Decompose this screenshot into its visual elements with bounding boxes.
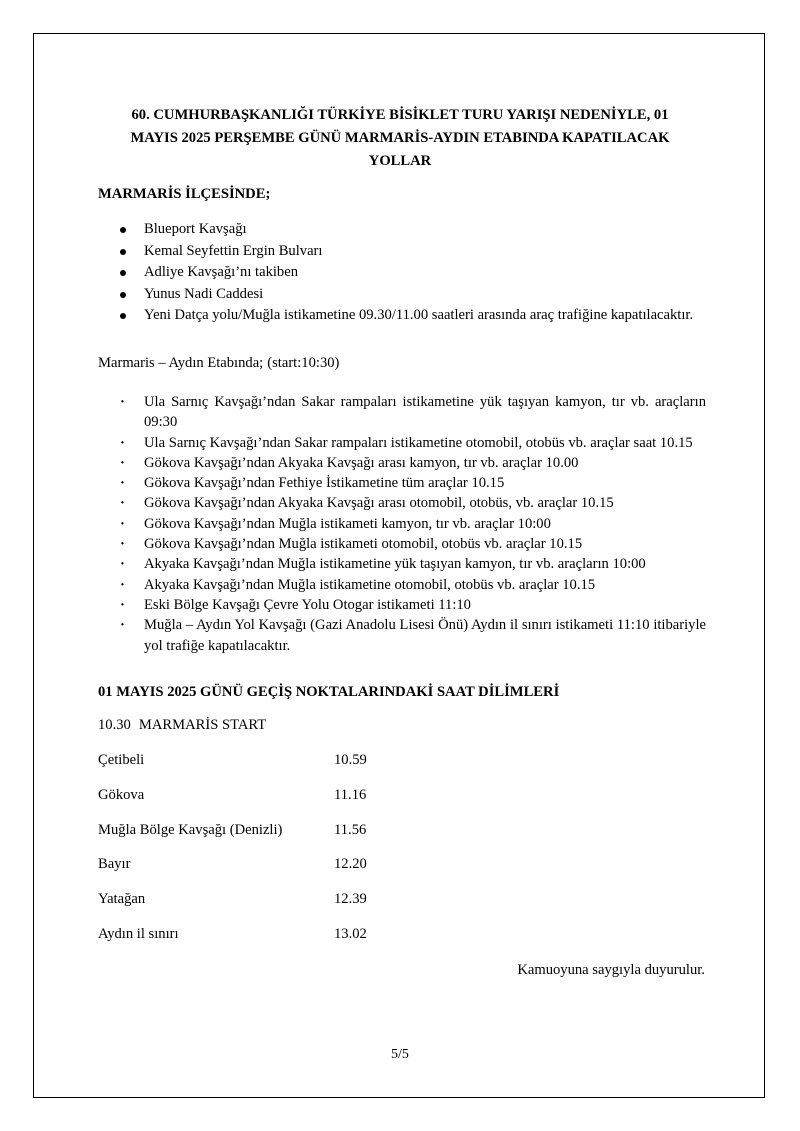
bullet-icon: · bbox=[120, 454, 125, 471]
list-item: · Gökova Kavşağı’ndan Fethiye İstikametine tüm araçlar 10.15 bbox=[98, 473, 706, 493]
list-item: Yunus Nadi Caddesi bbox=[98, 284, 706, 306]
marmaris-road-list bbox=[98, 219, 706, 327]
bullet-icon bbox=[120, 292, 126, 298]
schedule-table bbox=[98, 752, 498, 961]
place-name: Muğla Bölge Kavşağı (Denizli) bbox=[98, 821, 283, 838]
list-item: · Gökova Kavşağı’ndan Muğla istikameti kamyon, tır vb. araçlar 10:00 bbox=[98, 514, 706, 534]
list-item: · Gökova Kavşağı’ndan Akyaka Kavşağı arası kamyon, tır vb. araçlar 10.00 bbox=[98, 453, 706, 473]
bullet-icon: · bbox=[120, 475, 125, 492]
pass-time: 12.39 bbox=[334, 891, 367, 908]
bullet-icon: · bbox=[120, 596, 125, 613]
table-row bbox=[98, 787, 498, 822]
bullet-icon: · bbox=[120, 556, 125, 573]
closure-list bbox=[98, 392, 706, 656]
bullet-icon: · bbox=[120, 394, 125, 410]
start-line bbox=[98, 717, 266, 734]
page-number: 5/5 bbox=[391, 1047, 409, 1062]
pass-time: 11.56 bbox=[334, 821, 367, 838]
title-line-3: YOLLAR bbox=[368, 153, 432, 169]
table-row bbox=[98, 752, 498, 787]
list-item: · Ula Sarnıç Kavşağı’ndan Sakar rampaları istikametine otomobil, otobüs vb. araçlar saat 10.15 bbox=[98, 433, 706, 453]
table-row bbox=[98, 926, 498, 961]
place-name: Gökova bbox=[98, 786, 145, 803]
place-name: Yatağan bbox=[98, 891, 146, 908]
stage-label: Marmaris – Aydın Etabında; bbox=[98, 355, 264, 371]
list-item: · Eski Bölge Kavşağı Çevre Yolu Otogar istikameti 11:10 bbox=[98, 595, 706, 615]
bullet-icon: · bbox=[120, 617, 125, 634]
schedule-heading: 01 MAYIS 2025 GÜNÜ GEÇİŞ NOKTALARINDAKİ SAAT DİLİMLERİ bbox=[98, 684, 560, 700]
place-name: Bayır bbox=[98, 856, 131, 873]
marmaris-heading: MARMARİS İLÇESİNDE; bbox=[98, 186, 271, 202]
table-row bbox=[98, 856, 498, 891]
list-item: · Akyaka Kavşağı’ndan Muğla istikametine otomobil, otobüs vb. araçlar 10.15 bbox=[98, 575, 706, 595]
bullet-icon: · bbox=[120, 576, 125, 593]
pass-time: 12.20 bbox=[334, 856, 367, 873]
table-row bbox=[98, 822, 498, 857]
bullet-icon: · bbox=[120, 536, 125, 553]
list-item: Yeni Datça yolu/Muğla istikametine 09.30/11.00 saatleri arasında araç trafiğine kapatılacaktır. bbox=[98, 305, 706, 327]
list-item: · Ula Sarnıç Kavşağı’ndan Sakar rampaları istikametine yük taşıyan kamyon, tır vb. araçların 09:30 bbox=[120, 394, 706, 431]
pass-time: 10.59 bbox=[334, 752, 367, 768]
list-item: Kemal Seyfettin Ergin Bulvarı bbox=[98, 241, 706, 263]
start-label: MARMARİS START bbox=[138, 717, 267, 733]
table-row bbox=[98, 891, 498, 926]
list-item: · Gökova Kavşağı’ndan Akyaka Kavşağı arası otomobil, otobüs, vb. araçlar 10.15 bbox=[98, 493, 706, 513]
closing-statement: Kamuoyuna saygıyla duyurulur. bbox=[517, 962, 705, 978]
stage-line bbox=[98, 355, 339, 372]
list-item: · Gökova Kavşağı’ndan Muğla istikameti otomobil, otobüs vb. araçlar 10.15 bbox=[98, 534, 706, 554]
bullet-icon: · bbox=[120, 515, 125, 532]
list-item: · Muğla – Aydın Yol Kavşağı (Gazi Anadolu Lisesi Önü) Aydın il sınırı istikameti 11:10 itibariyle yol trafiğe kapatılacaktır. bbox=[120, 617, 706, 654]
place-name: Çetibeli bbox=[98, 752, 145, 768]
list-item: Blueport Kavşağı bbox=[98, 219, 706, 241]
title-line-2: MAYIS 2025 PERŞEMBE GÜNÜ MARMARİS-AYDIN ETABINDA KAPATILACAK bbox=[130, 130, 670, 146]
bullet-icon: · bbox=[120, 434, 125, 451]
place-name: Aydın il sınırı bbox=[98, 925, 179, 942]
bullet-icon bbox=[120, 249, 126, 255]
bullet-icon: · bbox=[120, 495, 125, 512]
stage-start: (start:10:30) bbox=[267, 355, 340, 371]
document-title bbox=[80, 104, 720, 173]
start-time: 10.30 bbox=[98, 717, 131, 733]
list-item: Adliye Kavşağı’nı takiben bbox=[98, 262, 706, 284]
title-line-1: 60. CUMHURBAŞKANLIĞI TÜRKİYE BİSİKLET TURU YARIŞI NEDENİYLE, 01 bbox=[131, 107, 669, 123]
bullet-icon bbox=[120, 270, 126, 276]
pass-time: 11.16 bbox=[334, 786, 367, 803]
bullet-icon bbox=[120, 313, 126, 319]
list-item: · Akyaka Kavşağı’ndan Muğla istikametine yük taşıyan kamyon, tır vb. araçların 10:00 bbox=[98, 554, 706, 574]
pass-time: 13.02 bbox=[334, 925, 367, 942]
bullet-icon bbox=[120, 227, 126, 233]
